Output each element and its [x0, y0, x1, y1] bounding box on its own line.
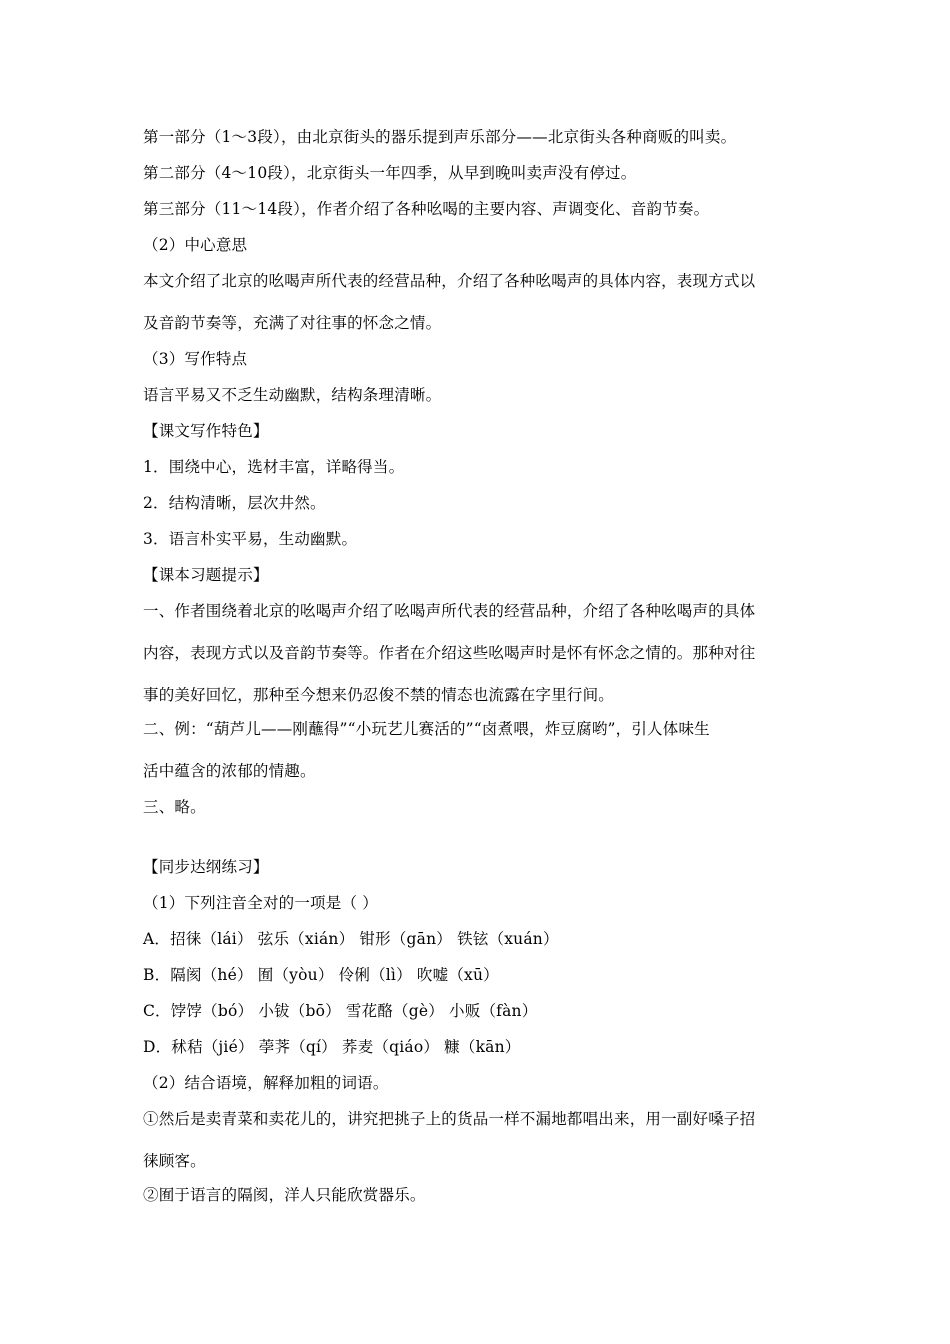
question: （1）下列注音全对的一项是（ ） [143, 894, 378, 912]
text-line: 第三部分（11～14段），作者介绍了各种吆喝的主要内容、声调变化、音韵节奏。 [143, 200, 710, 218]
text-line: 二、例：“葫芦儿——刚蘸得”“小玩艺儿赛活的”“卤煮喂，炸豆腐哟”，引人体味生 [143, 720, 710, 738]
section-heading: 【同步达纲练习】 [143, 858, 269, 876]
text-line: 第一部分（1～3段），由北京街头的器乐提到声乐部分——北京街头各种商贩的叫卖。 [143, 128, 737, 146]
answer-option-a: A．招徕（lái） 弦乐（xián） 钳形（gān） 铁铉（xuán） [143, 930, 559, 948]
answer-option-b: B．隔阂（hé） 囿（yòu） 伶俐（lì） 吹嘘（xū） [143, 966, 499, 984]
text-line: 第二部分（4～10段），北京街头一年四季，从早到晚叫卖声没有停过。 [143, 164, 637, 182]
question: （2）结合语境，解释加粗的词语。 [143, 1074, 389, 1092]
text-line: 及音韵节奏等，充满了对往事的怀念之情。 [143, 314, 442, 332]
list-item: 1．围绕中心，选材丰富，详略得当。 [143, 458, 405, 476]
answer-option-d: D．秫秸（jié） 荸荠（qí） 荞麦（qiáo） 糠（kān） [143, 1038, 521, 1056]
section-heading: 【课文写作特色】 [143, 422, 269, 440]
text-line: 本文介绍了北京的吆喝声所代表的经营品种，介绍了各种吆喝声的具体内容，表现方式以 [143, 272, 756, 290]
text-line: 三、略。 [143, 798, 206, 816]
text-line: 徕顾客。 [143, 1152, 206, 1170]
text-line: 内容，表现方式以及音韵节奏等。作者在介绍这些吆喝声时是怀有怀念之情的。那种对往 [143, 644, 756, 662]
section-heading: （3）写作特点 [143, 350, 248, 368]
text-line: ①然后是卖青菜和卖花儿的，讲究把挑子上的货品一样不漏地都唱出来，用一副好嗓子招 [143, 1110, 756, 1128]
text-line: ②囿于语言的隔阂，洋人只能欣赏器乐。 [143, 1186, 426, 1204]
text-line: 活中蕴含的浓郁的情趣。 [143, 762, 316, 780]
list-item: 2．结构清晰，层次井然。 [143, 494, 326, 512]
text-line: 语言平易又不乏生动幽默，结构条理清晰。 [143, 386, 442, 404]
section-heading: 【课本习题提示】 [143, 566, 269, 584]
answer-option-c: C．饽饽（bó） 小钹（bō） 雪花酪（gè） 小贩（fàn） [143, 1002, 538, 1020]
list-item: 3．语言朴实平易，生动幽默。 [143, 530, 358, 548]
text-line: 一、作者围绕着北京的吆喝声介绍了吆喝声所代表的经营品种，介绍了各种吆喝声的具体 [143, 602, 756, 620]
text-line: 事的美好回忆，那种至今想来仍忍俊不禁的情态也流露在字里行间。 [143, 686, 615, 704]
section-heading: （2）中心意思 [143, 236, 248, 254]
